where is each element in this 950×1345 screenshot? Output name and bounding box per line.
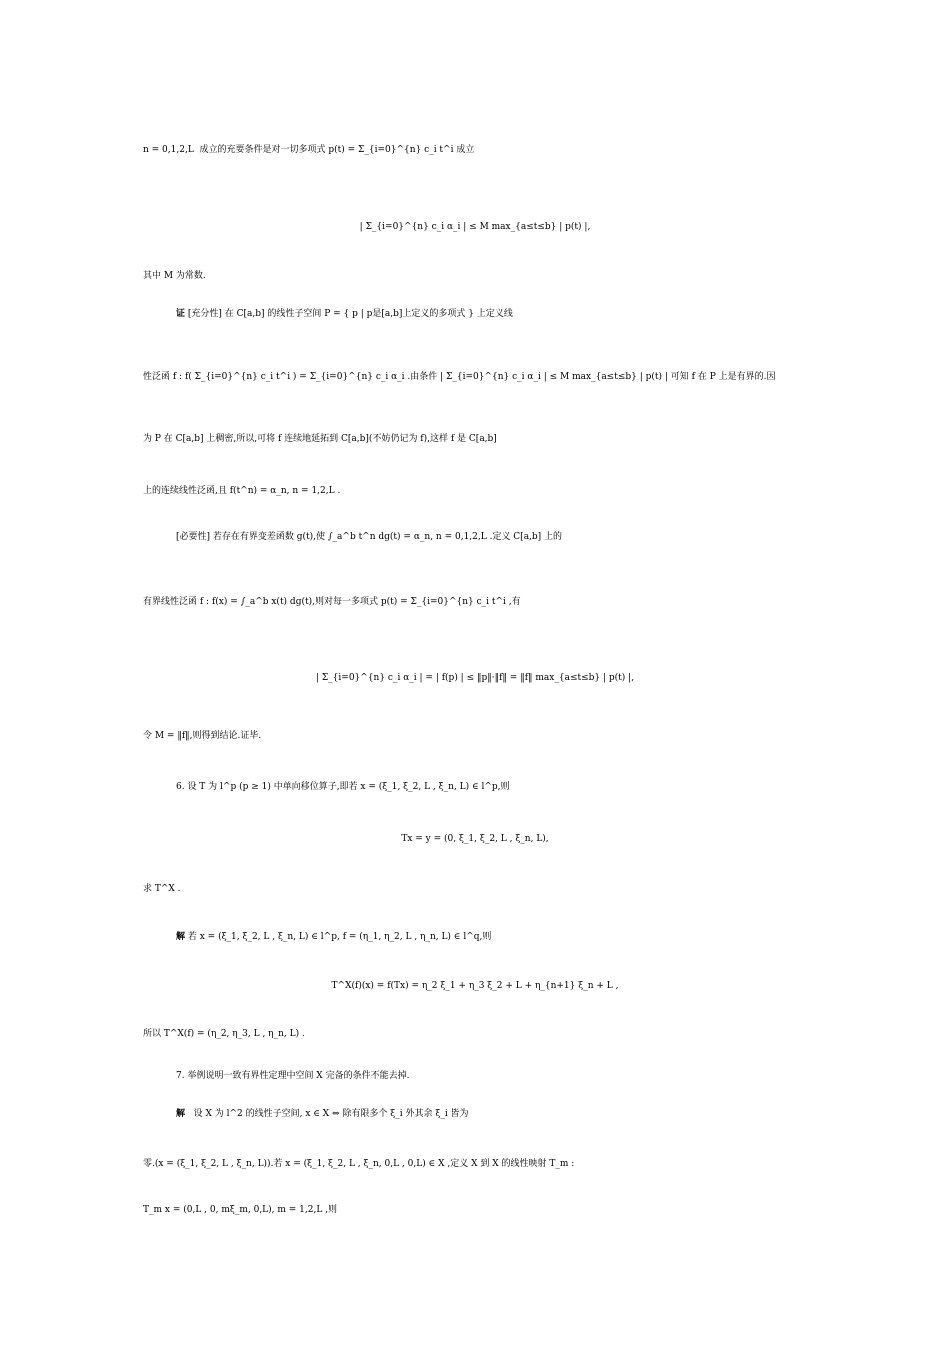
text-line xyxy=(176,925,950,949)
text-line xyxy=(143,264,950,288)
line-text: 设 X 为 l^2 的线性子空间, x ∈ X ⇔ 除有限多个 ξ_i 外其余 ξ_i 皆为 xyxy=(185,1109,469,1119)
line-text: 7. 举例说明一致有界性定理中空间 X 完备的条件不能去掉. xyxy=(176,1071,410,1081)
text-line xyxy=(143,479,950,503)
display-formula xyxy=(0,827,950,851)
line-text: [必要性] 若存在有界变差函数 g(t),使 ∫_a^b t^n dg(t) = α_n, n = 0,1,2,L .定义 C[a,b] 上的 xyxy=(176,532,563,542)
line-text: Tx = y = (0, ξ_1, ξ_2, L , ξ_n, L), xyxy=(401,834,549,844)
line-text: 为 P 在 C[a,b] 上稠密,所以,可将 f 连续地延拓到 C[a,b](不妨仍记为 f),这样 f 是 C[a,b] xyxy=(143,434,497,444)
text-line xyxy=(143,590,950,614)
line-text: | Σ_{i=0}^{n} c_i α_i | ≤ M max_{a≤t≤b} | p(t) |, xyxy=(359,222,591,232)
line-text: 性泛函 f : f( Σ_{i=0}^{n} c_i t^i ) = Σ_{i=0}^{n} c_i α_i .由条件 | Σ_{i=0}^{n} c_i α_i | ≤ M max_{a≤t≤b} | p(t) | 可知 f 在 P 上是有界的.因 xyxy=(143,372,776,382)
display-formula xyxy=(0,215,950,239)
line-text: n = 0,1,2,L 成立的充要条件是对一切多项式 p(t) = Σ_{i=0}^{n} c_i t^i 成立 xyxy=(143,145,475,155)
text-line xyxy=(176,1102,950,1126)
solution-label: 解 xyxy=(176,1109,186,1119)
line-text: 若 x = (ξ_1, ξ_2, L , ξ_n, L) ∈ l^p, f = (η_1, η_2, L , η_n, L) ∈ l^q,则 xyxy=(185,932,492,942)
text-line xyxy=(176,302,950,326)
line-text: T_m x = (0,L , 0, mξ_m, 0,L), m = 1,2,L ,则 xyxy=(143,1205,338,1215)
line-text: 上的连续线性泛函,且 f(t^n) = α_n, n = 1,2,L . xyxy=(143,486,341,496)
line-text: 有界线性泛函 f : f(x) = ∫_a^b x(t) dg(t),则对每一多项式 p(t) = Σ_{i=0}^{n} c_i t^i ,有 xyxy=(143,597,521,607)
text-line xyxy=(143,877,950,901)
proof-label: 证 xyxy=(176,309,186,319)
line-text: 令 M = ‖f‖,则得到结论.证毕. xyxy=(143,731,262,741)
text-line xyxy=(176,775,950,799)
line-text: 所以 T^X(f) = (η_2, η_3, L , η_n, L) . xyxy=(143,1029,305,1039)
line-text: [充分性] 在 C[a,b] 的线性子空间 P = { p | p是[a,b]上定义的多项式 } 上定义线 xyxy=(185,309,513,319)
solution-label: 解 xyxy=(176,932,186,942)
line-text: 求 T^X . xyxy=(143,884,181,894)
text-line xyxy=(176,525,950,549)
text-line xyxy=(143,1022,950,1046)
line-text: 其中 M 为常数. xyxy=(143,271,206,281)
text-line xyxy=(176,1064,950,1088)
text-line xyxy=(143,365,950,389)
display-formula xyxy=(0,666,950,690)
line-text: 6. 设 T 为 l^p (p ≥ 1) 中单向移位算子,即若 x = (ξ_1, ξ_2, L , ξ_n, L) ∈ l^p,则 xyxy=(176,782,510,792)
text-line xyxy=(143,427,950,451)
text-line xyxy=(143,1198,950,1222)
line-text: T^X(f)(x) = f(Tx) = η_2 ξ_1 + η_3 ξ_2 + L + η_{n+1} ξ_n + L , xyxy=(331,981,619,991)
text-line xyxy=(143,138,950,162)
text-line xyxy=(143,724,950,748)
line-text: | Σ_{i=0}^{n} c_i α_i | = | f(p) | ≤ ‖p‖·‖f‖ = ‖f‖ max_{a≤t≤b} | p(t) |, xyxy=(315,673,635,683)
text-line xyxy=(143,1152,950,1176)
line-text: 零.(x = (ξ_1, ξ_2, L , ξ_n, L)).若 x = (ξ_1, ξ_2, L , ξ_n, 0,L , 0,L) ∈ X ,定义 X 到 X 的线性映射 T_m : xyxy=(143,1159,575,1169)
display-formula xyxy=(0,974,950,998)
